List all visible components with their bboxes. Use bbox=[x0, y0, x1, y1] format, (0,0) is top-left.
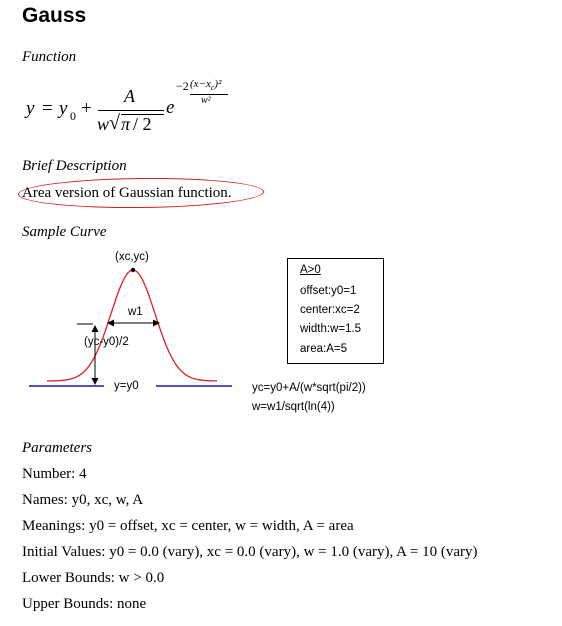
peak-point bbox=[131, 268, 135, 272]
box-line-offset: offset:y0=1 bbox=[300, 285, 357, 297]
formula-pi: π bbox=[121, 114, 131, 134]
relation-w: w=w1/sqrt(ln(4)) bbox=[252, 401, 335, 413]
gaussian-curve bbox=[47, 270, 217, 381]
formula-denominator-w: w bbox=[97, 114, 110, 134]
half-height-label: (yc-y0)/2 bbox=[84, 336, 129, 348]
section-heading-sample-curve: Sample Curve bbox=[22, 224, 107, 240]
baseline-label: y=y0 bbox=[114, 380, 139, 392]
exponent-denominator: w² bbox=[201, 95, 211, 106]
param-meanings: Meanings: y0 = offset, xc = center, w = width, A = area bbox=[22, 518, 354, 534]
formula-equals: = bbox=[42, 98, 53, 119]
formula-plus: + bbox=[81, 98, 92, 119]
sqrt-symbol: √ bbox=[109, 112, 120, 134]
formula-e: e bbox=[166, 97, 175, 118]
description-text: Area version of Gaussian function. bbox=[22, 185, 232, 201]
param-number: Number: 4 bbox=[22, 466, 87, 482]
page-title: Gauss bbox=[22, 4, 87, 27]
width-label: w1 bbox=[128, 306, 143, 318]
param-upper-bounds: Upper Bounds: none bbox=[22, 596, 147, 612]
section-heading-parameters: Parameters bbox=[22, 440, 92, 456]
formula-y0-subscript: 0 bbox=[70, 109, 76, 123]
peak-label: (xc,yc) bbox=[115, 251, 149, 263]
section-heading-brief-description: Brief Description bbox=[22, 158, 127, 174]
box-line-area: area:A=5 bbox=[300, 343, 347, 355]
param-initial-values: Initial Values: y0 = 0.0 (vary), xc = 0.0 (vary), w = 1.0 (vary), A = 10 (vary) bbox=[22, 544, 478, 560]
section-heading-function: Function bbox=[22, 49, 77, 65]
param-lower-bounds: Lower Bounds: w > 0.0 bbox=[22, 570, 165, 586]
formula-numerator: A bbox=[124, 86, 135, 106]
box-line-width: width:w=1.5 bbox=[300, 323, 362, 335]
parameter-box bbox=[287, 258, 384, 364]
formula-y0: y bbox=[59, 98, 68, 119]
formula-y: y bbox=[26, 98, 35, 119]
param-names: Names: y0, xc, w, A bbox=[22, 492, 144, 508]
formula-denominator-rest: / 2 bbox=[133, 114, 152, 134]
exponent-numerator: $(x-x_c)^2$ bbox=[190, 78, 222, 93]
exponent-prefix: −2 bbox=[176, 79, 189, 93]
box-line-condition: A>0 bbox=[300, 264, 321, 276]
relation-yc: yc=y0+A/(w*sqrt(pi/2)) bbox=[252, 382, 366, 394]
box-line-center: center:xc=2 bbox=[300, 304, 360, 316]
